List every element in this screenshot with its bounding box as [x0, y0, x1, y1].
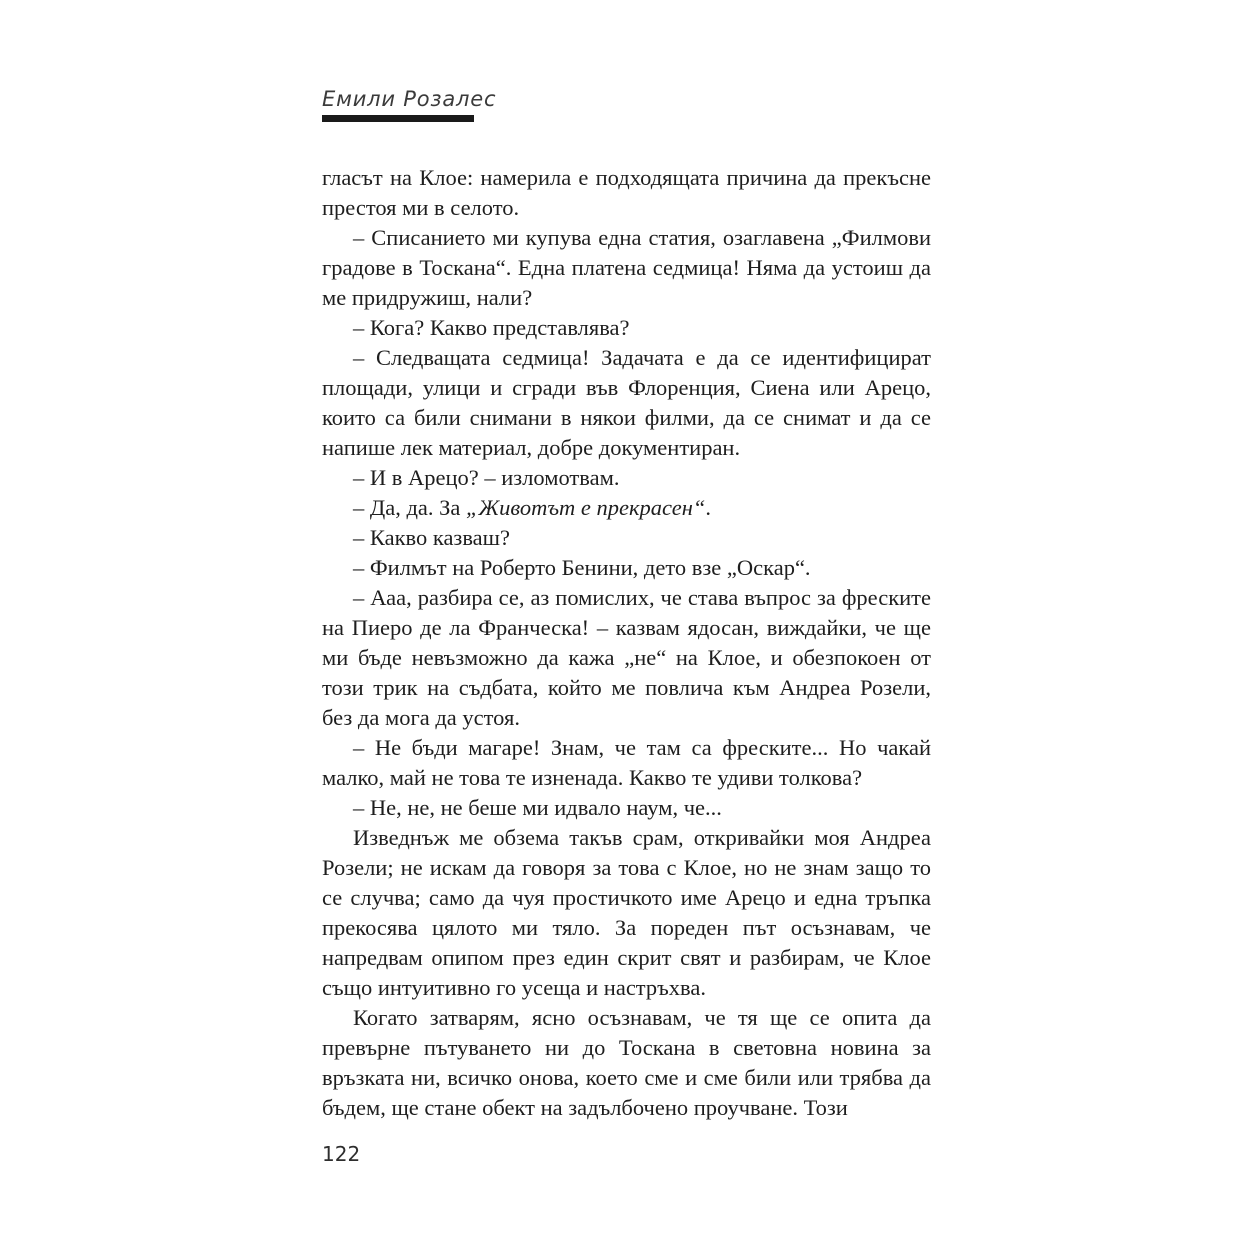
author-name: Емили Розалес — [322, 87, 497, 111]
book-title-italic: „Животът е прекрасен“ — [466, 495, 706, 520]
text-run: – Не, не, не беше ми идвало наум, че... — [353, 795, 722, 820]
header-rule — [322, 115, 474, 122]
text-run: – Да, да. За — [353, 495, 467, 520]
paragraph — [322, 343, 931, 463]
paragraph — [322, 553, 931, 583]
text-run: – Какво казваш? — [353, 525, 510, 550]
running-header — [322, 88, 622, 122]
text-run: – Следващата седмица! Задачата е да се идентифицират площади, улици и сгради във Флоренция, Сиена или Арецо, които са били снимани в някои филми, да се снимат и да се напише лек материал, добре документиран. — [322, 345, 931, 460]
text-run: гласът на Клое: намерила е подходящата причина да прекъсне престоя ми в селото. — [322, 165, 931, 220]
text-run: – Списанието ми купува една статия, озаглавена „Филмови градове в Тоскана“. Една платена седмица! Няма да устоиш да ме придружиш, нали? — [322, 225, 931, 310]
text-run: . — [705, 495, 712, 520]
paragraph — [322, 823, 931, 1003]
paragraph — [322, 313, 931, 343]
text-run: – И в Арецо? – изломотвам. — [353, 465, 620, 490]
paragraph — [322, 733, 931, 793]
text-run: Изведнъж ме обзема такъв срам, откривайки моя Андреа Розели; не искам да говоря за това с Клое, но не знам защо то се случва; само да чуя простичкото име Арецо и една тръпка прекосява цялото ми тяло. За пореден път осъзнавам, че напредвам опипом през един скрит свят и разбирам, че Клое също интуитивно го усеща и настръхва. — [322, 825, 931, 1000]
body-text — [322, 163, 931, 1123]
paragraph — [322, 223, 931, 313]
text-run: – Филмът на Роберто Бенини, дето взе „Оскар“. — [353, 555, 811, 580]
text-run: – Ааа, разбира се, аз помислих, че става въпрос за фреските на Пиеро де ла Франческа! – казвам ядосан, виждайки, че ще ми бъде невъзможно да кажа „не“ на Клое, и обезпокоен от този трик на съдбата, който ме повлича към Андреа Розели, без да мога да устоя. — [322, 585, 931, 730]
paragraph — [322, 1003, 931, 1123]
paragraph — [322, 463, 931, 493]
text-run: – Не бъди магаре! Знам, че там са фреските... Но чакай малко, май не това те изненада. Какво те удиви толкова? — [322, 735, 931, 790]
text-run: – Кога? Какво представлява? — [353, 315, 630, 340]
page-number: 122 — [322, 1142, 361, 1166]
text-run: Когато затварям, ясно осъзнавам, че тя ще се опита да превърне пътуването ни до Тоскана в световна новина за връзката ни, всичко онова, което сме и сме били или трябва да бъдем, ще стане обект на задълбочено проучване. Този — [322, 1005, 931, 1120]
paragraph — [322, 493, 931, 523]
paragraph — [322, 163, 931, 223]
paragraph — [322, 793, 931, 823]
paragraph — [322, 583, 931, 733]
paragraph — [322, 523, 931, 553]
